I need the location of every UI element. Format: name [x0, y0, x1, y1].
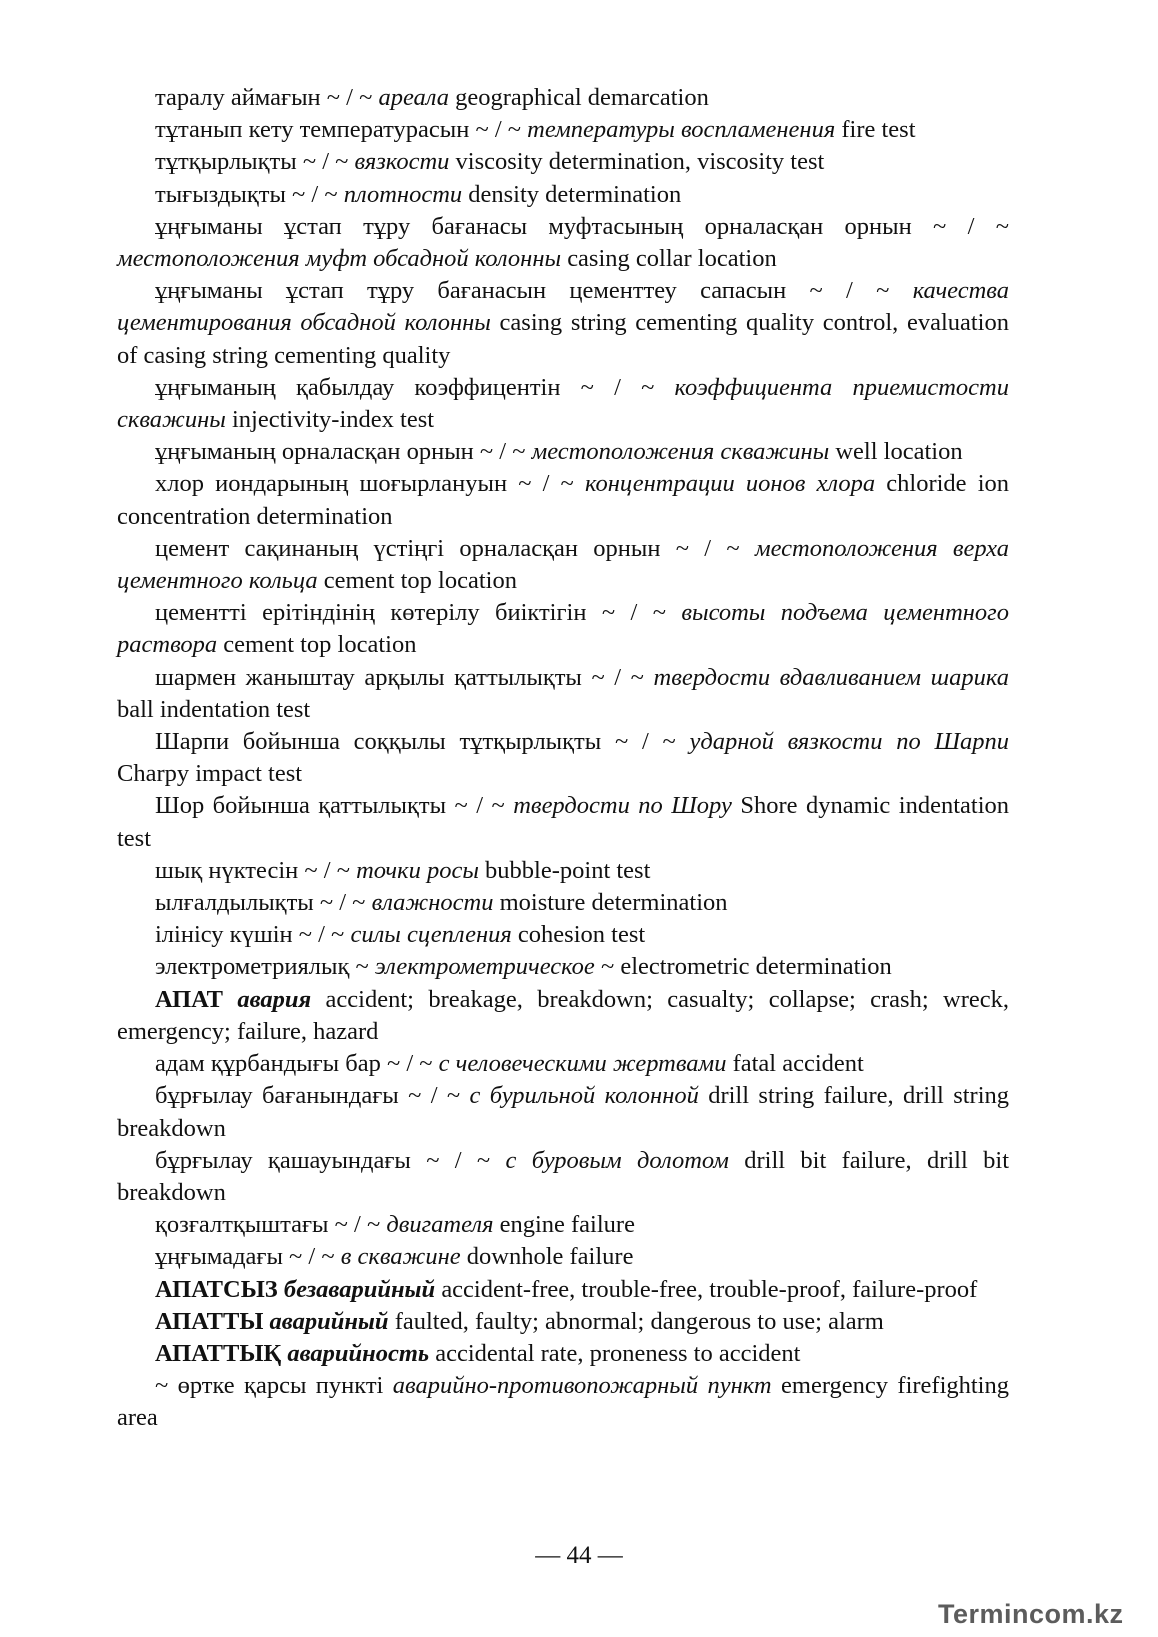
entry-text — [223, 986, 237, 1013]
entry-text: бұрғылау қашауындағы ~ / ~ — [155, 1146, 506, 1174]
entry-text: ball indentation test — [117, 695, 311, 723]
entry-text: geographical demarcation — [449, 84, 709, 111]
dictionary-entries — [117, 82, 1009, 1435]
dictionary-entry — [117, 468, 1009, 532]
entry-text: ұңғыманы ұстап тұру бағанасы муфтасының орналасқан орнын ~ / ~ — [155, 212, 1009, 240]
watermark-text: Termincom.kz — [938, 1599, 1124, 1629]
entry-text: fatal accident — [726, 1050, 864, 1078]
headword-russian: аварийный — [269, 1307, 389, 1335]
dictionary-entry — [117, 855, 1009, 887]
entry-text: drill bit failure, drill bit breakdown — [117, 1146, 1009, 1206]
entry-text: ылғалдылықты ~ / ~ — [155, 889, 372, 917]
entry-text: bubble-point test — [478, 856, 651, 884]
dictionary-entry — [117, 1080, 1009, 1144]
entry-text: цемент сақинаның үстіңгі орналасқан орнын ~ / ~ — [155, 534, 755, 562]
russian-term: температуры воспламенения — [527, 116, 836, 144]
dictionary-entry — [117, 1338, 1009, 1370]
dictionary-entry — [117, 1209, 1009, 1241]
page-number: — 44 — — [535, 1542, 623, 1569]
dictionary-entry — [117, 951, 1009, 983]
headword-russian: безаварийный — [283, 1275, 436, 1303]
dictionary-entry — [117, 114, 1009, 146]
russian-term: вязкости — [354, 148, 450, 176]
entry-text: ұңғыманың қабылдау коэффицентін ~ / ~ — [155, 373, 675, 401]
dictionary-entry — [117, 1370, 1009, 1434]
entry-text: хлор иондарының шоғырлануын ~ / ~ — [155, 470, 585, 498]
dictionary-entry — [117, 1241, 1009, 1273]
dictionary-entry — [117, 1048, 1009, 1080]
entry-text: ұңғымадағы ~ / ~ — [155, 1243, 341, 1271]
russian-term: с бурильной колонной — [469, 1082, 699, 1110]
russian-term: концентрации ионов хлора — [584, 470, 876, 498]
dictionary-entry — [117, 597, 1009, 661]
entry-text: бұрғылау бағанындағы ~ / ~ — [155, 1082, 470, 1110]
entry-text: шық нүктесін ~ / ~ — [155, 856, 357, 884]
russian-term: твердости по Шору — [513, 792, 732, 820]
entry-text: faulted, faulty; abnormal; dangerous to use; alarm — [388, 1307, 884, 1335]
entry-text: emergency firefighting area — [117, 1372, 1009, 1432]
entry-text: viscosity determination, viscosity test — [449, 148, 825, 176]
russian-term: местоположения верха цементного кольца — [117, 534, 1009, 595]
entry-text: fire test — [835, 116, 916, 144]
dictionary-entry — [117, 726, 1009, 790]
dictionary-entry — [117, 211, 1009, 275]
entry-text: cement top location — [317, 567, 517, 595]
dictionary-entry — [117, 887, 1009, 919]
entry-text: casing collar location — [561, 245, 777, 273]
dictionary-entry — [117, 1274, 1009, 1306]
entry-text: casing string cementing quality control, evaluation of casing string cementing quality — [117, 309, 1009, 369]
entry-text: ұңғыманы ұстап тұру бағанасын цементтеу сапасын ~ / ~ — [155, 277, 913, 305]
dictionary-entry — [117, 984, 1009, 1048]
entry-text: ~ өртке қарсы пункті — [155, 1372, 393, 1400]
russian-term: точки росы — [356, 856, 479, 884]
entry-text: Charpy impact test — [117, 760, 303, 788]
russian-term: двигателя — [386, 1211, 494, 1239]
dictionary-entry — [117, 372, 1009, 436]
russian-term: электрометрическое — [374, 953, 595, 981]
entry-text: accident; breakage, breakdown; casualty; collapse; crash; wreck, emergency; failure, hazard — [117, 985, 1009, 1045]
entry-text: ұңғыманың орналасқан орнын ~ / ~ — [155, 438, 532, 466]
entry-text: шармен жаныштау арқылы қаттылықты ~ / ~ — [155, 663, 654, 691]
entry-text: цементті ерітіндінің көтерілу биіктігін ~ / ~ — [155, 599, 682, 627]
russian-term: с человеческими жертвами — [438, 1050, 727, 1078]
headword-kazakh: АПАТСЫЗ — [155, 1275, 278, 1303]
russian-term: высоты подъема цементного раствора — [117, 599, 1009, 659]
dictionary-entry — [117, 1306, 1009, 1338]
entry-text: density determination — [462, 180, 682, 208]
dictionary-entry — [117, 146, 1009, 178]
headword-kazakh: АПАТТЫ — [155, 1307, 264, 1335]
entry-text: cement top location — [217, 631, 417, 659]
russian-term: плотности — [343, 180, 463, 208]
entry-text: engine failure — [493, 1211, 635, 1239]
headword-russian: аварийность — [287, 1339, 430, 1367]
dictionary-entry — [117, 436, 1009, 468]
russian-term: в скважине — [340, 1243, 461, 1271]
dictionary-entry — [117, 662, 1009, 726]
entry-text: ілінісу күшін ~ / ~ — [155, 921, 351, 949]
entry-text: downhole failure — [460, 1243, 634, 1271]
dictionary-entry — [117, 275, 1009, 372]
entry-text: қозғалтқыштағы ~ / ~ — [155, 1211, 387, 1239]
entry-text: Шарпи бойынша соққылы тұтқырлықты ~ / ~ — [155, 728, 690, 756]
dictionary-entry — [117, 919, 1009, 951]
entry-text: таралу аймағын ~ / ~ — [155, 84, 379, 111]
russian-term: твердости вдавливанием шарика — [653, 663, 1009, 691]
dictionary-entry — [117, 533, 1009, 597]
russian-term: качества цементирования обсадной колонны — [117, 277, 1009, 337]
russian-term: местоположения скважины — [531, 438, 830, 466]
headword-kazakh: АПАТ — [155, 985, 224, 1013]
entry-text: тұтанып кету температурасын ~ / ~ — [155, 116, 528, 144]
entry-text: Shore dynamic indentation test — [117, 792, 1009, 852]
entry-text: well location — [829, 438, 963, 466]
entry-text: тұтқырлықты ~ / ~ — [155, 148, 355, 176]
russian-term: силы сцепления — [350, 921, 512, 949]
entry-text: injectivity-index test — [225, 406, 435, 434]
headword-kazakh: АПАТТЫҚ — [155, 1339, 282, 1367]
russian-term: с буровым долотом — [505, 1146, 729, 1174]
entry-text: drill string failure, drill string breakdown — [117, 1082, 1009, 1142]
dictionary-entry — [117, 82, 1009, 114]
site-watermark — [938, 1596, 1138, 1632]
entry-text: cohesion test — [511, 921, 646, 949]
entry-text: электрометриялық ~ — [155, 953, 375, 981]
headword-russian: авария — [237, 985, 312, 1013]
entry-text: accidental rate, proneness to accident — [429, 1339, 801, 1367]
entry-text: moisture determination — [493, 889, 728, 917]
dictionary-entry — [117, 790, 1009, 854]
russian-term: коэффициента приемистости скважины — [117, 373, 1009, 434]
russian-term: ударной вязкости по Шарпи — [689, 728, 1009, 756]
dictionary-entry — [117, 179, 1009, 211]
russian-term: ареала — [378, 84, 450, 111]
entry-text: адам құрбандығы бар ~ / ~ — [155, 1050, 439, 1078]
russian-term: аварийно-противопожарный пункт — [392, 1372, 772, 1400]
dictionary-entry — [117, 1145, 1009, 1209]
entry-text: chloride ion concentration determination — [117, 470, 1009, 530]
entry-text: accident-free, trouble-free, trouble-proof, failure-proof — [435, 1275, 978, 1303]
russian-term: влажности — [371, 889, 494, 917]
entry-text: ~ electrometric determination — [594, 953, 892, 981]
russian-term: местоположения муфт обсадной колонны — [117, 245, 562, 273]
entry-text: тығыздықты ~ / ~ — [155, 180, 344, 208]
entry-text: Шор бойынша қаттылықты ~ / ~ — [155, 792, 514, 820]
